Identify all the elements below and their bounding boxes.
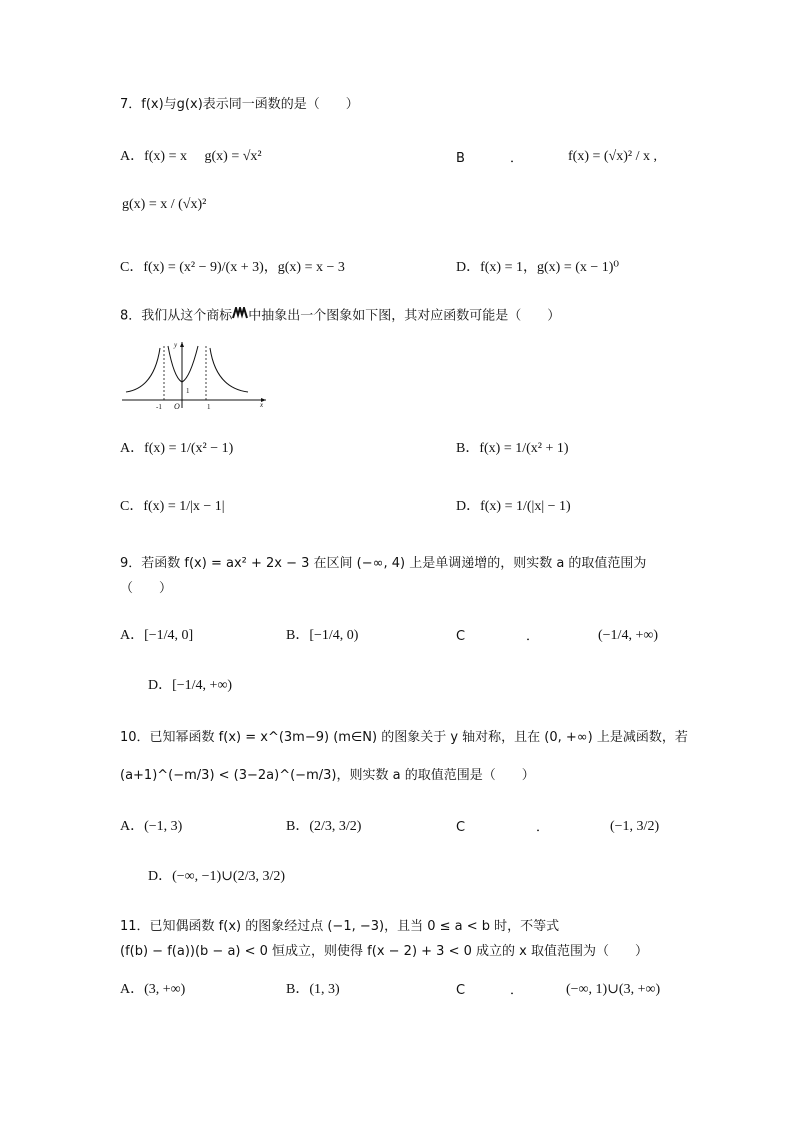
curve-left	[126, 348, 160, 392]
q10-option-d: D．(−∞, −1)∪(2/3, 3/2)	[148, 869, 286, 884]
q9-option-c-dot: ．	[526, 629, 540, 644]
q8-option-c: C．f(x) = 1/|x − 1|	[120, 499, 225, 514]
q11-stem-2: (f(b) − f(a))(b − a) < 0 恒成立，则使得 f(x − 2) + 3 < 0 成立的 x 取值范围为（ ）	[120, 944, 648, 959]
q8-option-d: D．f(x) = 1/(|x| − 1)	[456, 499, 571, 514]
q11-option-b: B．(1, 3)	[286, 982, 340, 997]
graph-x1-label: 1	[207, 403, 211, 411]
q10-option-c-label: C	[456, 820, 466, 835]
q7-option-d: D．f(x) = 1，g(x) = (x − 1)⁰	[456, 260, 620, 275]
q10-stem: 10．已知幂函数 f(x) = x^(3m−9) (m∈N) 的图象关于 y 轴对称，且在 (0, +∞) 上是减函数，若	[120, 730, 688, 745]
q9-option-c-value: (−1/4, +∞)	[598, 628, 658, 643]
q10-option-c-value: (−1, 3/2)	[610, 819, 660, 834]
graph-y-label: y	[174, 341, 178, 349]
graph-x-label: x	[260, 401, 264, 409]
q9-option-d: D．[−1/4, +∞)	[148, 678, 233, 693]
q11-option-c-label: C	[456, 983, 466, 998]
q7-option-b-g: g(x) = x / (√x)²	[122, 197, 207, 212]
q8-option-b: B．f(x) = 1/(x² + 1)	[456, 441, 569, 456]
q8-graph	[120, 338, 270, 410]
q7-option-b-dot: ．	[510, 151, 524, 166]
q7-option-a: A．f(x) = x g(x) = √x²	[120, 149, 262, 164]
q8-option-a: A．f(x) = 1/(x² − 1)	[120, 441, 234, 456]
q9-stem: 9．若函数 f(x) = ax² + 2x − 3 在区间 (−∞, 4) 上是单调递增的，则实数 a 的取值范围为	[120, 556, 647, 571]
q11-stem: 11．已知偶函数 f(x) 的图象经过点 (−1, −3)，且当 0 ≤ a < b 时，不等式	[120, 919, 560, 934]
q9-option-b: B．[−1/4, 0)	[286, 628, 359, 643]
graph-y1-label: 1	[186, 387, 190, 395]
q10-option-c-dot: ．	[536, 820, 550, 835]
trademark-logo-icon	[232, 307, 248, 325]
q9-option-c-label: C	[456, 629, 466, 644]
graph-neg1-label: -1	[156, 403, 162, 411]
q8-stem: 8．我们从这个商标 中抽象出一个图象如下图，其对应函数可能是（ ）	[120, 308, 561, 324]
q10-stem-2: (a+1)^(−m/3) < (3−2a)^(−m/3)，则实数 a 的取值范围是（ ）	[120, 768, 535, 783]
q9-option-a: A．[−1/4, 0]	[120, 628, 194, 643]
graph-origin-label: O	[174, 402, 180, 411]
q7-option-c: C．f(x) = (x² − 9)/(x + 3)，g(x) = x − 3	[120, 260, 345, 275]
q7-stem: 7．f(x)与g(x)表示同一函数的是（ ）	[120, 97, 359, 112]
q11-option-c-dot: ．	[510, 983, 524, 998]
curve-right	[210, 348, 248, 392]
q10-option-b: B．(2/3, 3/2)	[286, 819, 362, 834]
q9-stem-2: （ ）	[120, 581, 173, 596]
curve-middle	[168, 346, 198, 382]
q11-option-a: A．(3, +∞)	[120, 982, 186, 997]
q7-option-b-label: B	[456, 151, 465, 166]
q11-option-c-value: (−∞, 1)∪(3, +∞)	[566, 982, 661, 997]
q7-option-b-f: f(x) = (√x)² / x ,	[568, 149, 657, 164]
q10-option-a: A．(−1, 3)	[120, 819, 183, 834]
